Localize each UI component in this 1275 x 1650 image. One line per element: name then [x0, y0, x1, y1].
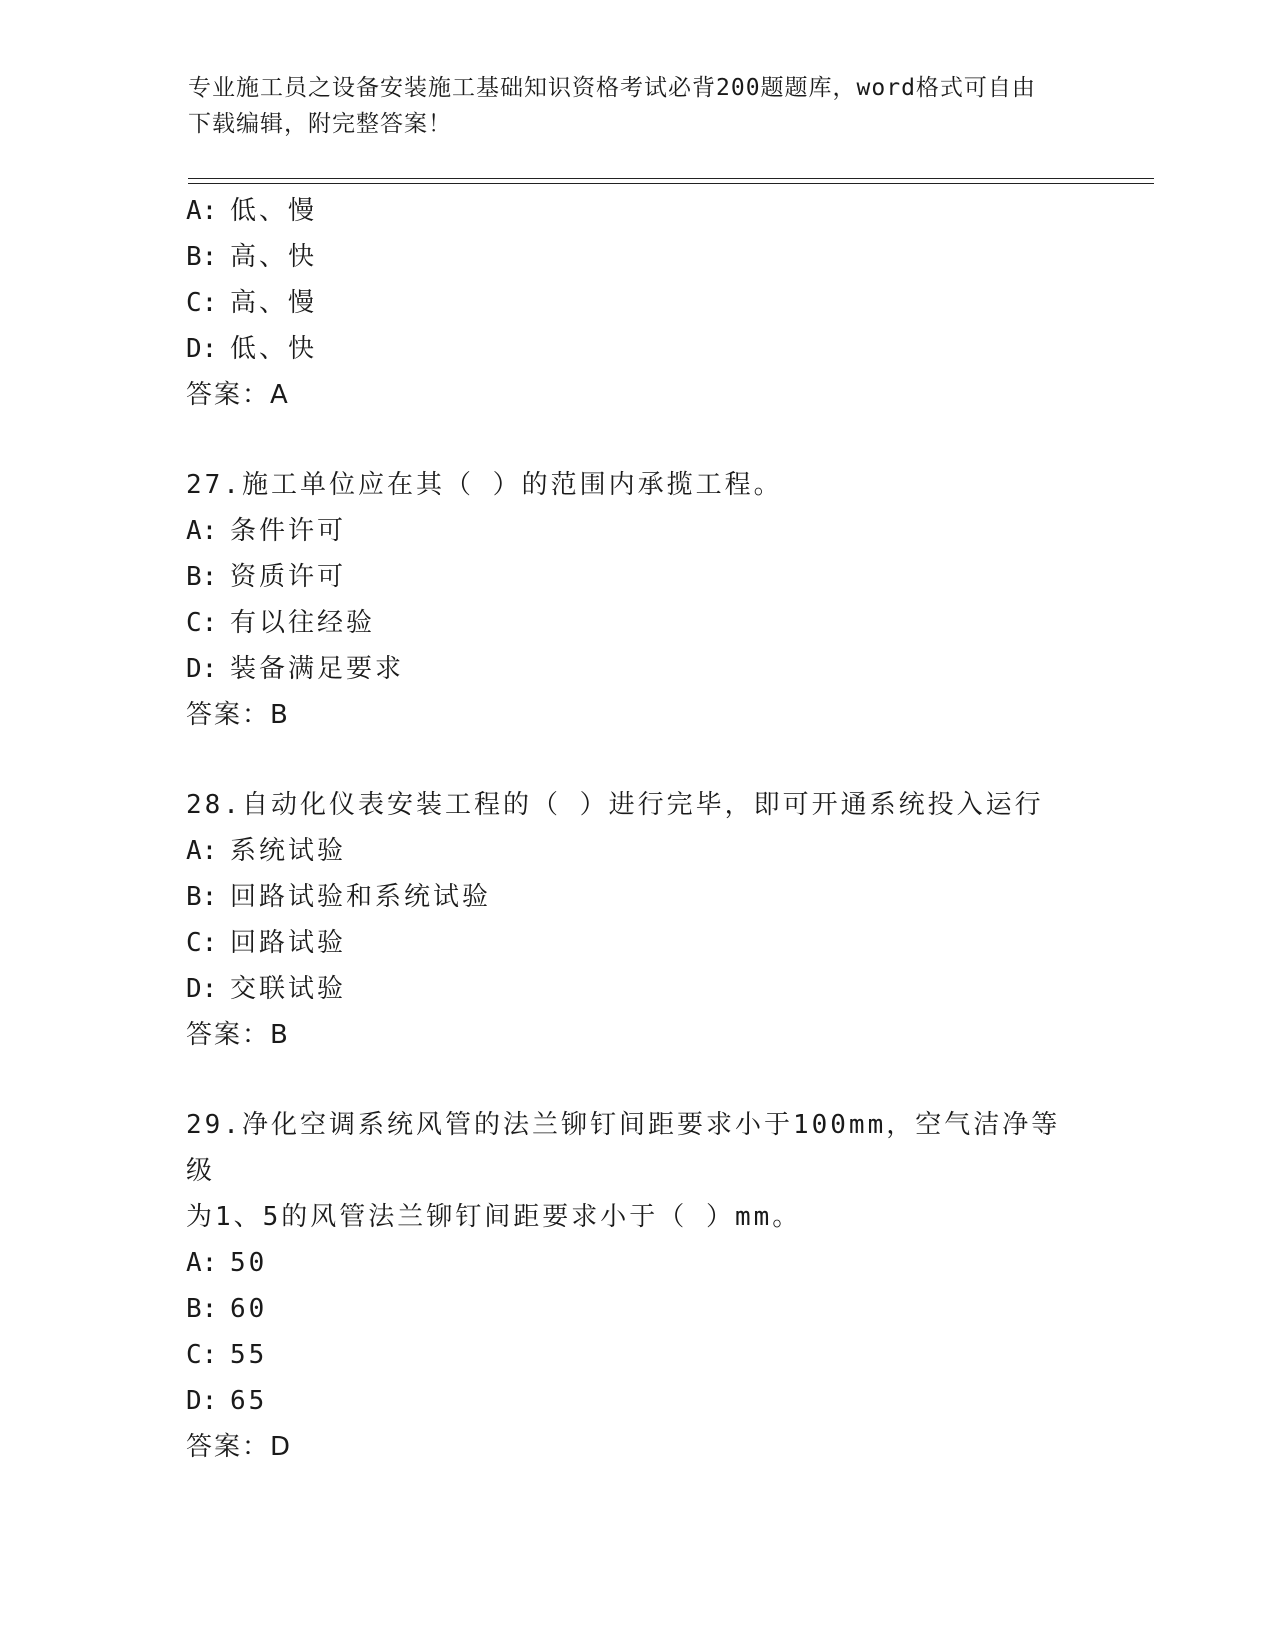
- option-text: 低、慢: [230, 196, 318, 226]
- option-c: [186, 920, 1086, 966]
- option-label: D:: [186, 654, 218, 684]
- option-text: 60: [230, 1294, 268, 1324]
- question-title-line-2: 为1、5的风管法兰铆钉间距要求小于（ ）mm。: [186, 1202, 802, 1232]
- option-text: 交联试验: [230, 974, 347, 1004]
- header-line-2: 下载编辑，附完整答案！: [188, 111, 452, 137]
- option-b: [186, 554, 1086, 600]
- question-27: [186, 462, 1086, 738]
- option-text: 条件许可: [230, 516, 347, 546]
- option-text: 系统试验: [230, 836, 347, 866]
- option-text: 55: [230, 1340, 268, 1370]
- option-b: [186, 1286, 1086, 1332]
- document-header: [188, 70, 1068, 142]
- header-divider-top: [188, 178, 1154, 179]
- question-continued: [186, 188, 1086, 418]
- option-text: 50: [230, 1248, 268, 1278]
- answer: 答案：B: [186, 1020, 290, 1050]
- option-text: 65: [230, 1386, 268, 1416]
- option-label: A:: [186, 1248, 218, 1278]
- option-d: [186, 646, 1086, 692]
- option-text: 高、快: [230, 242, 318, 272]
- option-a: [186, 188, 1086, 234]
- answer: 答案：D: [186, 1432, 293, 1462]
- option-label: D:: [186, 334, 218, 364]
- answer: 答案：A: [186, 380, 290, 410]
- question-title-line-1: 29.净化空调系统风管的法兰铆钉间距要求小于100mm，空气洁净等级: [186, 1110, 1061, 1186]
- question-29: [186, 1102, 1086, 1470]
- option-label: C:: [186, 928, 218, 958]
- option-label: B:: [186, 882, 218, 912]
- option-text: 回路试验和系统试验: [230, 882, 492, 912]
- option-a: [186, 1240, 1086, 1286]
- option-b: [186, 874, 1086, 920]
- option-text: 回路试验: [230, 928, 347, 958]
- question-list: [186, 188, 1086, 1470]
- question-28: [186, 782, 1086, 1058]
- question-title: 27.施工单位应在其（ ）的范围内承揽工程。: [186, 470, 783, 500]
- option-d: [186, 966, 1086, 1012]
- option-label: B:: [186, 1294, 218, 1324]
- option-label: C:: [186, 1340, 218, 1370]
- option-c: [186, 600, 1086, 646]
- option-label: A:: [186, 836, 218, 866]
- option-text: 有以往经验: [230, 608, 376, 638]
- option-label: D:: [186, 974, 218, 1004]
- option-label: A:: [186, 196, 218, 226]
- option-a: [186, 508, 1086, 554]
- header-divider-bottom: [188, 183, 1154, 184]
- option-label: B:: [186, 242, 218, 272]
- option-d: [186, 326, 1086, 372]
- option-c: [186, 280, 1086, 326]
- question-title: 28.自动化仪表安装工程的（ ）进行完毕，即可开通系统投入运行: [186, 790, 1044, 820]
- option-text: 资质许可: [230, 562, 347, 592]
- option-label: B:: [186, 562, 218, 592]
- option-text: 低、快: [230, 334, 318, 364]
- option-a: [186, 828, 1086, 874]
- option-text: 高、慢: [230, 288, 318, 318]
- option-text: 装备满足要求: [230, 654, 405, 684]
- header-line-1: 专业施工员之设备安装施工基础知识资格考试必背200题题库，word格式可自由: [188, 75, 1036, 101]
- option-label: A:: [186, 516, 218, 546]
- option-label: C:: [186, 288, 218, 318]
- answer: 答案：B: [186, 700, 290, 730]
- option-label: D:: [186, 1386, 218, 1416]
- option-b: [186, 234, 1086, 280]
- option-d: [186, 1378, 1086, 1424]
- option-label: C:: [186, 608, 218, 638]
- option-c: [186, 1332, 1086, 1378]
